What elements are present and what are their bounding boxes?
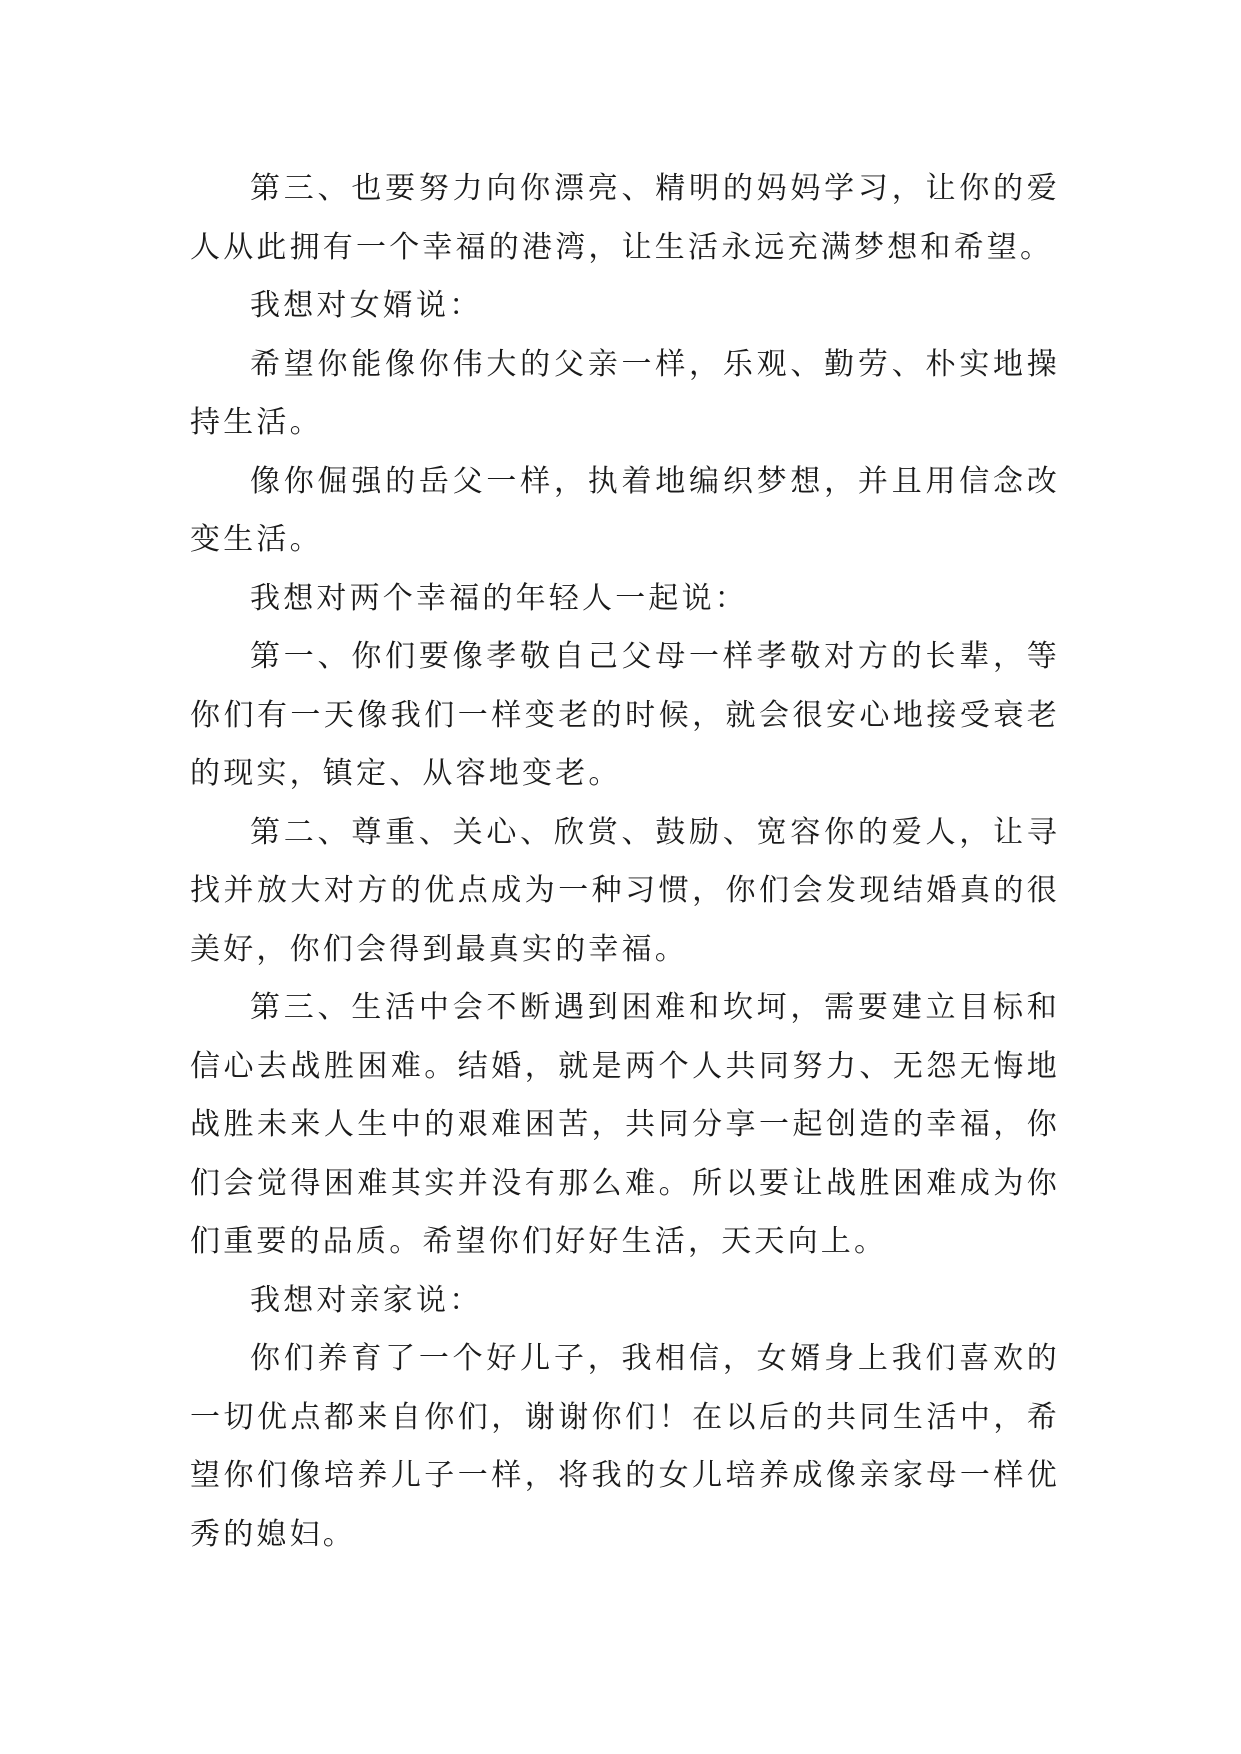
paragraph: 我想对两个幸福的年轻人一起说： (250, 580, 748, 616)
paragraph: 第三、生活中会不断遇到困难和坎坷，需要建立目标和信心去战胜困难。结婚，就是两个人共同努力、无怨无悔地战胜未来人生中的艰难困苦，共同分享一起创造的幸福，你们会觉得困难其实并没有那么难。所以要让战胜困难成为你们重要的品质。希望你们好好生活，天天向上。 (190, 990, 1060, 1259)
paragraph: 希望你能像你伟大的父亲一样，乐观、勤劳、朴实地操持生活。 (190, 346, 1060, 440)
paragraph: 第二、尊重、关心、欣赏、鼓励、宽容你的爱人，让寻找并放大对方的优点成为一种习惯，你们会发现结婚真的很美好，你们会得到最真实的幸福。 (190, 814, 1060, 967)
paragraph: 你们养育了一个好儿子，我相信，女婿身上我们喜欢的一切优点都来自你们，谢谢你们！在以后的共同生活中，希望你们像培养儿子一样，将我的女儿培养成像亲家母一样优秀的媳妇。 (190, 1341, 1060, 1552)
paragraph: 第三、也要努力向你漂亮、精明的妈妈学习，让你的爱人从此拥有一个幸福的港湾，让生活永远充满梦想和希望。 (190, 171, 1060, 265)
paragraph: 我想对女婿说： (250, 288, 483, 323)
paragraph: 第一、你们要像孝敬自己父母一样孝敬对方的长辈，等你们有一天像我们一样变老的时候，就会很安心地接受衰老的现实，镇定、从容地变老。 (190, 639, 1060, 791)
paragraph: 像你倔强的岳父一样，执着地编织梦想，并且用信念改变生活。 (190, 463, 1060, 557)
paragraph: 我想对亲家说： (250, 1282, 483, 1318)
document-body (190, 160, 1060, 1564)
